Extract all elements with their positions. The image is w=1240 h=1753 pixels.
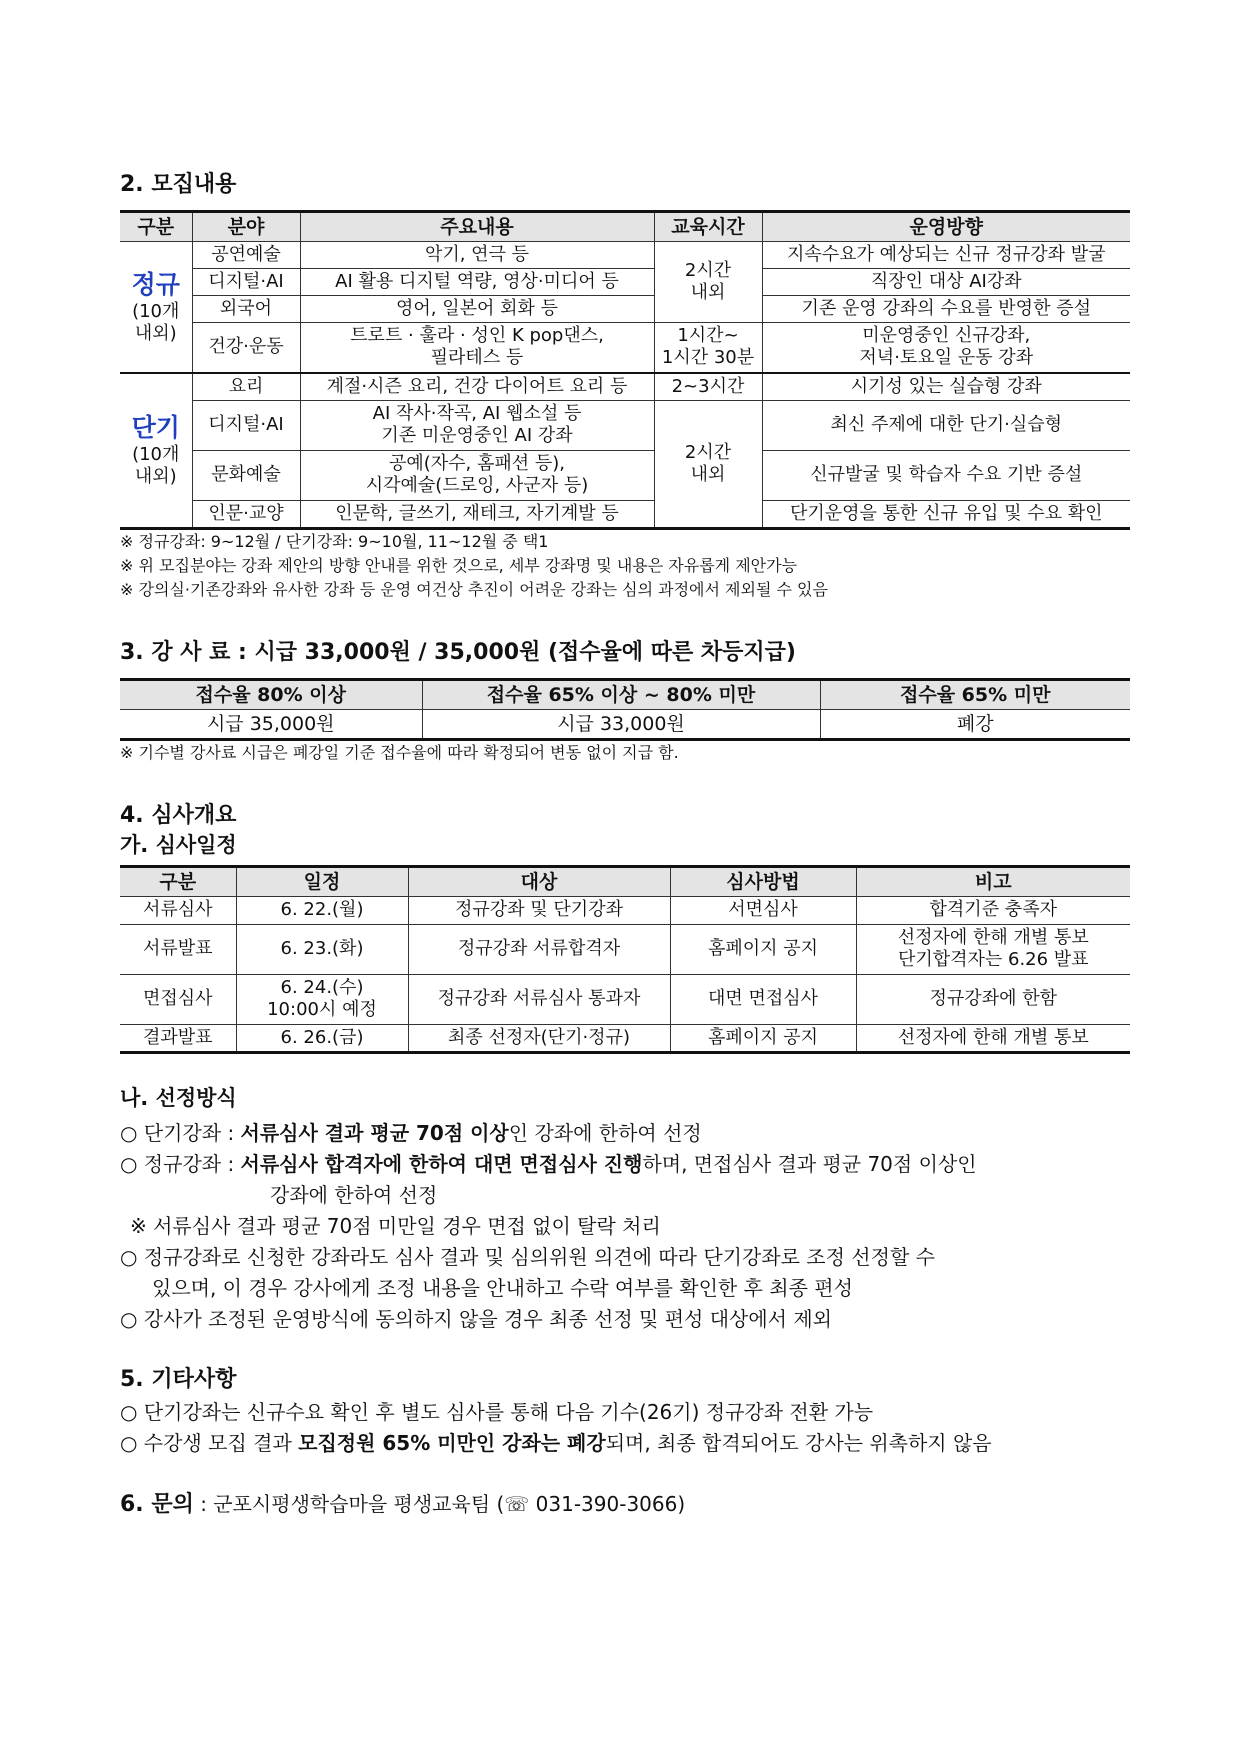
schedule-cell: 서류발표 [120,924,236,974]
schedule-header-4: 심사방법 [670,866,856,896]
section-6-title: 6. 문의 [120,1491,194,1517]
regular-category [120,242,192,373]
header-direction: 운영방향 [762,212,1130,242]
misc-line-2: ○ 수강생 모집 결과 모집정원 65% 미만인 강좌는 폐강되며, 최종 합격되어도 강사는 위촉하지 않음 [120,1430,992,1455]
schedule-cell: 대면 면접심사 [670,974,856,1024]
short-direction-4: 단기운영을 통한 신규 유입 및 수요 확인 [762,500,1130,528]
regular-direction-1: 지속수요가 예상되는 신규 정규강좌 발굴 [762,242,1130,269]
regular-field-4: 건강·운동 [192,323,300,373]
recruit-table [120,210,1130,530]
schedule-cell: 최종 선정자(단기·정규) [408,1024,670,1052]
section-4-title: 4. 심사개요 [120,802,237,828]
document-page [120,170,1130,1529]
short-label: 단기 [131,413,180,442]
short-direction-2: 최신 주제에 대한 단기·실습형 [762,400,1130,450]
regular-field-3: 외국어 [192,296,300,323]
fee-value-3: 폐강 [820,709,1130,739]
fee-header-3: 접수율 65% 미만 [820,679,1130,709]
schedule-cell: 면접심사 [120,974,236,1024]
schedule-cell: 서면심사 [670,896,856,924]
schedule-cell: 6. 24.(수) 10:00시 예정 [236,974,408,1024]
header-field: 분야 [192,212,300,242]
schedule-cell: 정규강좌 서류심사 통과자 [408,974,670,1024]
header-time: 교육시간 [654,212,762,242]
short-field-1: 요리 [192,373,300,401]
regular-field-2: 디지털·AI [192,269,300,296]
schedule-header-5: 비고 [856,866,1130,896]
short-field-4: 인문·교양 [192,500,300,528]
regular-content-3: 영어, 일본어 회화 등 [300,296,654,323]
schedule-cell: 정규강좌에 한함 [856,974,1130,1024]
selection-adjust-cont: 있으며, 이 경우 강사에게 조정 내용을 안내하고 수락 여부를 확인한 후 최종 편성 [152,1275,853,1300]
regular-content-1: 악기, 연극 등 [300,242,654,269]
short-direction-1: 시기성 있는 실습형 강좌 [762,373,1130,401]
selection-regular-cont: 강좌에 한하여 선정 [270,1182,438,1207]
short-time-2: 2시간 내외 [654,400,762,528]
section-3-title: 3. 강 사 료 : 시급 33,000원 / 35,000원 (접수율에 따른 차등지급) [120,639,796,665]
fee-header-1: 접수율 80% 이상 [120,679,422,709]
schedule-cell: 결과발표 [120,1024,236,1052]
schedule-cell: 홈페이지 공지 [670,924,856,974]
selection-note: ※ 서류심사 결과 평균 70점 미만일 경우 면접 없이 탈락 처리 [130,1213,661,1238]
schedule-cell: 6. 26.(금) [236,1024,408,1052]
selection-short: ○ 단기강좌 : 서류심사 결과 평균 70점 이상인 강좌에 한하여 선정 [120,1120,702,1145]
schedule-cell: 합격기준 충족자 [856,896,1130,924]
short-content-1: 계절·시즌 요리, 건강 다이어트 요리 등 [300,373,654,401]
misc-line-1: ○ 단기강좌는 신규수요 확인 후 별도 심사를 통해 다음 기수(26기) 정규강좌 전환 가능 [120,1399,874,1424]
regular-direction-3: 기존 운영 강좌의 수요를 반영한 증설 [762,296,1130,323]
schedule-header-3: 대상 [408,866,670,896]
schedule-cell: 서류심사 [120,896,236,924]
regular-content-4: 트로트 · 훌라 · 성인 K pop댄스, 필라테스 등 [300,323,654,373]
schedule-cell: 정규강좌 및 단기강좌 [408,896,670,924]
fee-value-1: 시급 35,000원 [120,709,422,739]
schedule-cell: 6. 23.(화) [236,924,408,974]
short-category [120,373,192,529]
short-content-4: 인문학, 글쓰기, 재테크, 자기계발 등 [300,500,654,528]
schedule-cell: 홈페이지 공지 [670,1024,856,1052]
schedule-cell: 선정자에 한해 개별 통보 [856,1024,1130,1052]
schedule-header-2: 일정 [236,866,408,896]
section-6 [120,1489,1130,1519]
schedule-table [120,865,1130,1054]
regular-time-1: 2시간 내외 [654,242,762,323]
s2-note-3: ※ 강의실·기존강좌와 유사한 강좌 등 운영 여건상 추진이 어려운 강좌는 심의 과정에서 제외될 수 있음 [120,579,828,599]
short-direction-3: 신규발굴 및 학습자 수요 기반 증설 [762,450,1130,500]
selection-regular: ○ 정규강좌 : 서류심사 합격자에 한하여 대면 면접심사 진행하며, 면접심사 결과 평균 70점 이상인 [120,1151,977,1176]
regular-time-2: 1시간~ 1시간 30분 [654,323,762,373]
short-field-3: 문화예술 [192,450,300,500]
header-content: 주요내용 [300,212,654,242]
header-category: 구분 [120,212,192,242]
schedule-cell: 선정자에 한해 개별 통보 단기합격자는 6.26 발표 [856,924,1130,974]
s3-note: ※ 기수별 강사료 시급은 폐강일 기준 접수율에 따라 확정되어 변동 없이 지급 함. [120,742,679,762]
schedule-cell: 정규강좌 서류합격자 [408,924,670,974]
s2-note-2: ※ 위 모집분야는 강좌 제안의 방향 안내를 위한 것으로, 세부 강좌명 및 내용은 자유롭게 제안가능 [120,555,798,575]
section-5-title: 5. 기타사항 [120,1366,237,1392]
contact-text: : 군포시평생학습마을 평생교육팀 (☏ 031-390-3066) [193,1491,686,1516]
short-time-1: 2~3시간 [654,373,762,401]
schedule-header-1: 구분 [120,866,236,896]
short-content-3: 공예(자수, 홈패션 등), 시각예술(드로잉, 사군자 등) [300,450,654,500]
fee-header-2: 접수율 65% 이상 ~ 80% 미만 [422,679,820,709]
schedule-cell: 6. 22.(월) [236,896,408,924]
regular-direction-4: 미운영중인 신규강좌, 저녁·토요일 운동 강좌 [762,323,1130,373]
regular-direction-2: 직장인 대상 AI강좌 [762,269,1130,296]
short-count: (10개 내외) [132,444,180,487]
s2-note-1: ※ 정규강좌: 9~12월 / 단기강좌: 9~10월, 11~12월 중 택1 [120,531,549,551]
regular-label: 정규 [131,269,180,299]
selection-adjust: ○ 정규강좌로 신청한 강좌라도 심사 결과 및 심의위원 의견에 따라 단기강좌로 조정 선정할 수 [120,1244,935,1269]
fee-table [120,678,1130,741]
fee-value-2: 시급 33,000원 [422,709,820,739]
short-field-2: 디지털·AI [192,400,300,450]
regular-count: (10개 내외) [132,300,180,344]
regular-field-1: 공연예술 [192,242,300,269]
regular-content-2: AI 활용 디지털 역량, 영상·미디어 등 [300,269,654,296]
short-content-2: AI 작사·작곡, AI 웹소설 등 기존 미운영중인 AI 강좌 [300,400,654,450]
section-2-title: 2. 모집내용 [120,172,237,197]
section-4a-title: 가. 심사일정 [120,832,237,857]
selection-exclude: ○ 강사가 조정된 운영방식에 동의하지 않을 경우 최종 선정 및 편성 대상에서 제외 [120,1306,832,1331]
section-4b-title: 나. 선정방식 [120,1085,237,1110]
